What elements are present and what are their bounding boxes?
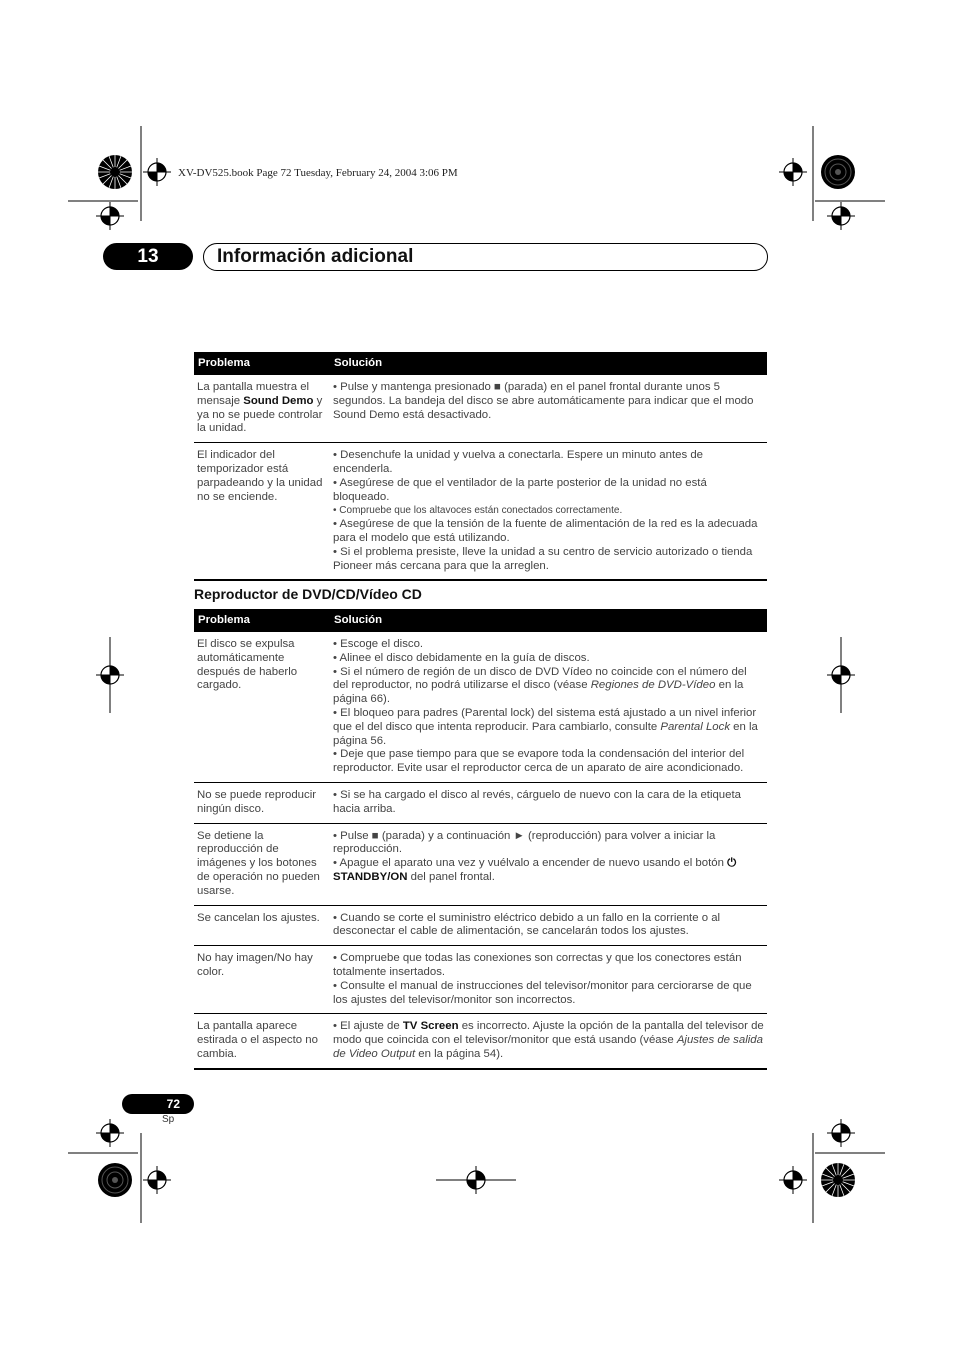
solution-text: en la página 56. [333, 720, 758, 747]
solution-text: • El ajuste de [333, 1020, 403, 1033]
solution-cell [330, 375, 767, 443]
table-header-row [194, 352, 767, 375]
solution-cell [330, 632, 767, 782]
column-header-problem: Problema [194, 609, 330, 632]
problem-cell: Se detiene la reproducción de imágenes y los botones de operación no pueden usarse. [194, 823, 330, 905]
table-row [194, 946, 767, 1014]
solution-text: del panel frontal. [407, 870, 495, 883]
problem-cell: La pantalla aparece estirada o el aspecto no cambia. [194, 1014, 330, 1069]
troubleshooting-table-general [194, 352, 767, 581]
problem-cell: Se cancelan los ajustes. [194, 905, 330, 946]
solution-cell [330, 1014, 767, 1069]
solution-text: en la página 54). [415, 1047, 504, 1060]
solution-item [333, 857, 764, 885]
solution-item: • Consulte el manual de instrucciones del televisor/monitor para cerciorarse de que los ajustes del televisor/monitor son incorrectos. [333, 979, 752, 1006]
solution-text: • El bloqueo para padres (Parental lock) del sistema está ajustado a un nivel inferior que el del disco que intenta reproducir. Para cambiarlo, consulte [333, 706, 757, 733]
chapter-title-box [203, 243, 768, 271]
problem-cell: No hay imagen/No hay color. [194, 946, 330, 1014]
solution-cell [330, 946, 767, 1014]
solution-text: es incorrecto. Ajuste la opción de la pantalla del televisor de modo que coincida con el televisor/monitor que está usando (véase [333, 1020, 764, 1047]
table-row [194, 632, 767, 782]
solution-text: en la página 66). [333, 679, 744, 706]
troubleshooting-table-player [194, 609, 767, 1070]
solution-item: • Desenchufe la unidad y vuelva a conectarla. Espere un minuto antes de encenderla. [333, 449, 703, 475]
column-header-problem: Problema [194, 352, 330, 375]
column-header-solution: Solución [330, 352, 767, 375]
cross-reference: Regiones de DVD-Vídeo [590, 679, 716, 692]
solution-item: • Cuando se corte el suministro eléctrico debido a un fallo en la corriente o al desconectar el cable de alimentación, se cancelarán todos los ajustes. [333, 911, 721, 938]
solution-item: • Pulse ■ (parada) y a continuación ► (reproducción) para volver a iniciar la reproducción. [333, 829, 716, 856]
book-file-info: XV-DV525.book Page 72 Tuesday, February 24, 2004 3:06 PM [178, 167, 458, 179]
table-row [194, 1014, 767, 1069]
column-header-solution: Solución [330, 609, 767, 632]
solution-item [333, 1020, 764, 1061]
page-language: Sp [162, 1114, 175, 1125]
cross-reference: Parental Lock [660, 720, 731, 733]
table-row [194, 823, 767, 905]
solution-item [333, 666, 764, 707]
solution-cell [330, 905, 767, 946]
solution-item [333, 707, 764, 748]
solution-cell [330, 782, 767, 823]
problem-text: La pantalla muestra el mensaje [197, 381, 310, 407]
problem-cell [194, 375, 330, 443]
problem-emphasis: Sound Demo [243, 394, 314, 407]
solution-item: • Compruebe que los altavoces están conectados correctamente. [333, 505, 623, 517]
table-row [194, 375, 767, 443]
solution-item: • Compruebe que todas las conexiones son correctas y que los conectores están totalmente insertados. [333, 952, 742, 978]
page-number: 72 [166, 1097, 180, 1111]
power-icon: ⏻ [727, 857, 737, 870]
table-row [194, 905, 767, 946]
solution-item: • Pulse y mantenga presionado ■ (parada) en el panel frontal durante unos 5 segundos. La bandeja del disco se abre automáticamente para indicar que el modo Sound Demo está desactivado. [333, 381, 754, 421]
solution-item: • Asegúrese de que el ventilador de la parte posterior de la unidad no está bloqueado. [333, 476, 707, 503]
solution-cell [330, 443, 767, 581]
problem-cell: El indicador del temporizador está parpadeando y la unidad no se enciende. [194, 443, 330, 581]
solution-text: • Apague el aparato una vez y vuélvalo a encender de nuevo usando el botón [333, 857, 728, 870]
table-row [194, 443, 767, 581]
problem-text: y ya no se puede controlar la unidad. [197, 394, 323, 435]
solution-item: • Alinee el disco debidamente en la guía de discos. [333, 651, 590, 664]
section-title: Reproductor de DVD/CD/Vídeo CD [194, 586, 422, 602]
solution-cell [330, 823, 767, 905]
solution-item: • Deje que pase tiempo para que se evapore toda la condensación del interior del reproductor. Evite usar el reproductor cerca de un aparato de aire acondicionado. [333, 748, 745, 775]
solution-item: • Escoge el disco. [333, 638, 424, 650]
problem-cell: El disco se expulsa automáticamente después de haberlo cargado. [194, 632, 330, 782]
table-row [194, 782, 767, 823]
cross-reference: Ajustes de salida de Video Output [333, 1034, 763, 1060]
solution-item: • Asegúrese de que la tensión de la fuente de alimentación de la red es la adecuada para el modelo que está utilizando. [333, 518, 758, 544]
setting-name: TV Screen [402, 1020, 459, 1033]
table-header-row [194, 609, 767, 632]
chapter-title: Información adicional [217, 246, 414, 267]
chapter-number: 13 [103, 243, 193, 270]
solution-item: • Si el problema presiste, lleve la unidad a su centro de servicio autorizado o tienda Pioneer más cercana para que la arreglen. [333, 545, 753, 572]
solution-item: • Si se ha cargado el disco al revés, cárguelo de nuevo con la cara de la etiqueta hacia arriba. [333, 788, 741, 815]
problem-cell: No se puede reproducir ningún disco. [194, 782, 330, 823]
solution-text: • Si el número de región de un disco de DVD Vídeo no coincide con el número del del reproductor, no podrá utilizarse el disco (véase [333, 665, 747, 692]
button-name: STANDBY/ON [333, 870, 408, 883]
